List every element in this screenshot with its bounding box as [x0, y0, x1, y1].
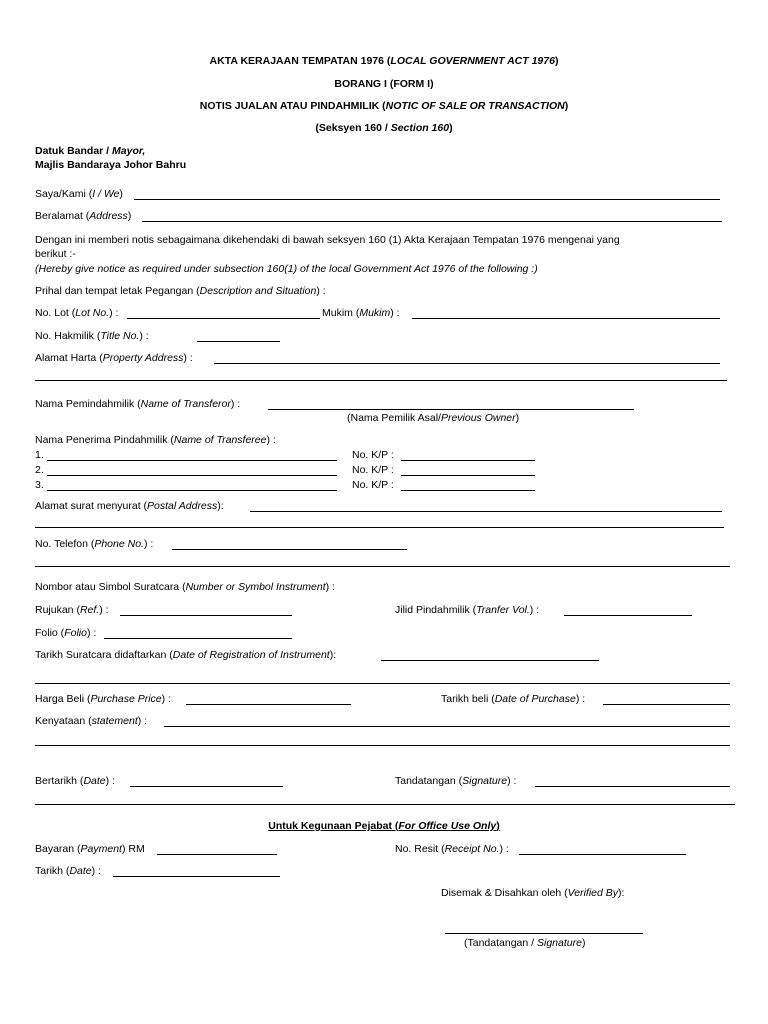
- section-reference: (Seksyen 160 / Section 160): [315, 122, 453, 134]
- phone-field[interactable]: [172, 549, 407, 550]
- lot-number-field[interactable]: [127, 318, 320, 319]
- section-divider-3: [35, 804, 735, 805]
- ic-number-label-1: No. K/P :: [352, 449, 394, 461]
- postal-address-field[interactable]: [250, 511, 722, 512]
- addressee-council: Majlis Bandaraya Johor Bahru: [35, 159, 187, 171]
- verifier-signature-caption: (Tandatangan / Signature): [464, 937, 586, 949]
- transferor-field[interactable]: [268, 409, 634, 410]
- transfer-volume-field[interactable]: [564, 615, 692, 616]
- property-address-field[interactable]: [214, 363, 720, 364]
- signature-field[interactable]: [535, 786, 730, 787]
- applicant-name-label: Saya/Kami (I / We): [35, 188, 123, 200]
- reference-label: Rujukan (Ref.) :: [35, 604, 109, 616]
- purchase-date-label: Tarikh beli (Date of Purchase) :: [441, 693, 586, 705]
- lot-number-label: No. Lot (Lot No.) :: [35, 307, 119, 319]
- applicant-address-label: Beralamat (Address): [35, 210, 132, 222]
- instrument-label: Nombor atau Simbol Suratcara (Number or Symbol Instrument) :: [35, 581, 335, 593]
- ic-number-field-2[interactable]: [401, 475, 535, 476]
- payment-label: Bayaran (Payment) RM: [35, 843, 145, 855]
- ic-number-label-3: No. K/P :: [352, 479, 394, 491]
- addressee-mayor: Datuk Bandar / Mayor,: [35, 145, 146, 157]
- transferee-name-field-2[interactable]: [47, 475, 337, 476]
- applicant-address-field[interactable]: [142, 221, 722, 222]
- transferee-label: Nama Penerima Pindahmilik (Name of Transferee) :: [35, 434, 276, 446]
- receipt-number-label: No. Resit (Receipt No.) :: [395, 843, 509, 855]
- transferee-number-2: 2.: [35, 464, 44, 476]
- date-field[interactable]: [130, 786, 283, 787]
- transfer-volume-label: Jilid Pindahmilik (Tranfer Vol.) :: [395, 604, 540, 616]
- folio-field[interactable]: [104, 638, 292, 639]
- ic-number-field-1[interactable]: [401, 460, 535, 461]
- notice-title: NOTIS JUALAN ATAU PINDAHMILIK (NOTIC OF SALE OR TRANSACTION): [199, 100, 569, 112]
- section-divider-1: [35, 566, 730, 567]
- payment-field[interactable]: [157, 854, 277, 855]
- mukim-field[interactable]: [412, 318, 720, 319]
- ic-number-field-3[interactable]: [401, 490, 535, 491]
- office-use-title: Untuk Kegunaan Pejabat (For Office Use Only): [268, 820, 500, 832]
- purchase-price-label: Harga Beli (Purchase Price) :: [35, 693, 171, 705]
- statement-field-line2[interactable]: [35, 745, 730, 746]
- transferee-name-field-3[interactable]: [47, 490, 337, 491]
- registration-date-label: Tarikh Suratcara didaftarkan (Date of Registration of Instrument):: [35, 649, 337, 661]
- verifier-signature-field[interactable]: [445, 933, 643, 934]
- postal-address-field-line2[interactable]: [35, 527, 724, 528]
- section-divider-2: [35, 683, 730, 684]
- transferee-number-1: 1.: [35, 449, 44, 461]
- notice-text-malay-cont: berikut :-: [35, 248, 76, 260]
- signature-label: Tandatangan (Signature) :: [395, 775, 517, 787]
- phone-label: No. Telefon (Phone No.) :: [35, 538, 154, 550]
- mukim-label: Mukim (Mukim) :: [322, 307, 400, 319]
- notice-text-malay: Dengan ini memberi notis sebagaimana dikehendaki di bawah seksyen 160 (1) Akta Kerajaan Tempatan 1976 mengenai yang: [35, 234, 620, 246]
- notice-text-english: (Hereby give notice as required under subsection 160(1) of the local Government Act 1976 of the following :): [35, 263, 538, 275]
- transferor-label: Nama Pemindahmilik (Name of Transferor) :: [35, 398, 241, 410]
- statement-label: Kenyataan (statement) :: [35, 715, 148, 727]
- purchase-date-field[interactable]: [603, 704, 730, 705]
- postal-address-label: Alamat surat menyurat (Postal Address):: [35, 500, 224, 512]
- transferee-name-field-1[interactable]: [47, 460, 337, 461]
- registration-date-field[interactable]: [381, 660, 599, 661]
- office-date-label: Tarikh (Date) :: [35, 865, 101, 877]
- form-number: BORANG I (FORM I): [334, 78, 434, 90]
- statement-field[interactable]: [164, 726, 730, 727]
- title-number-field[interactable]: [197, 341, 280, 342]
- title-number-label: No. Hakmilik (Title No.) :: [35, 330, 149, 342]
- ic-number-label-2: No. K/P :: [352, 464, 394, 476]
- transferee-number-3: 3.: [35, 479, 44, 491]
- property-address-field-line2[interactable]: [35, 380, 727, 381]
- receipt-number-field[interactable]: [519, 854, 686, 855]
- applicant-name-field[interactable]: [134, 199, 720, 200]
- office-date-field[interactable]: [113, 876, 280, 877]
- description-label: Prihal dan tempat letak Pegangan (Description and Situation) :: [35, 285, 326, 297]
- date-label: Bertarikh (Date) :: [35, 775, 115, 787]
- purchase-price-field[interactable]: [186, 704, 351, 705]
- act-title: AKTA KERAJAAN TEMPATAN 1976 (LOCAL GOVERNMENT ACT 1976): [209, 55, 559, 67]
- verified-by-label: Disemak & Disahkan oleh (Verified By):: [441, 887, 625, 899]
- previous-owner-caption: (Nama Pemilik Asal/Previous Owner): [347, 412, 520, 424]
- reference-field[interactable]: [120, 615, 292, 616]
- folio-label: Folio (Folio) :: [35, 627, 97, 639]
- property-address-label: Alamat Harta (Property Address) :: [35, 352, 193, 364]
